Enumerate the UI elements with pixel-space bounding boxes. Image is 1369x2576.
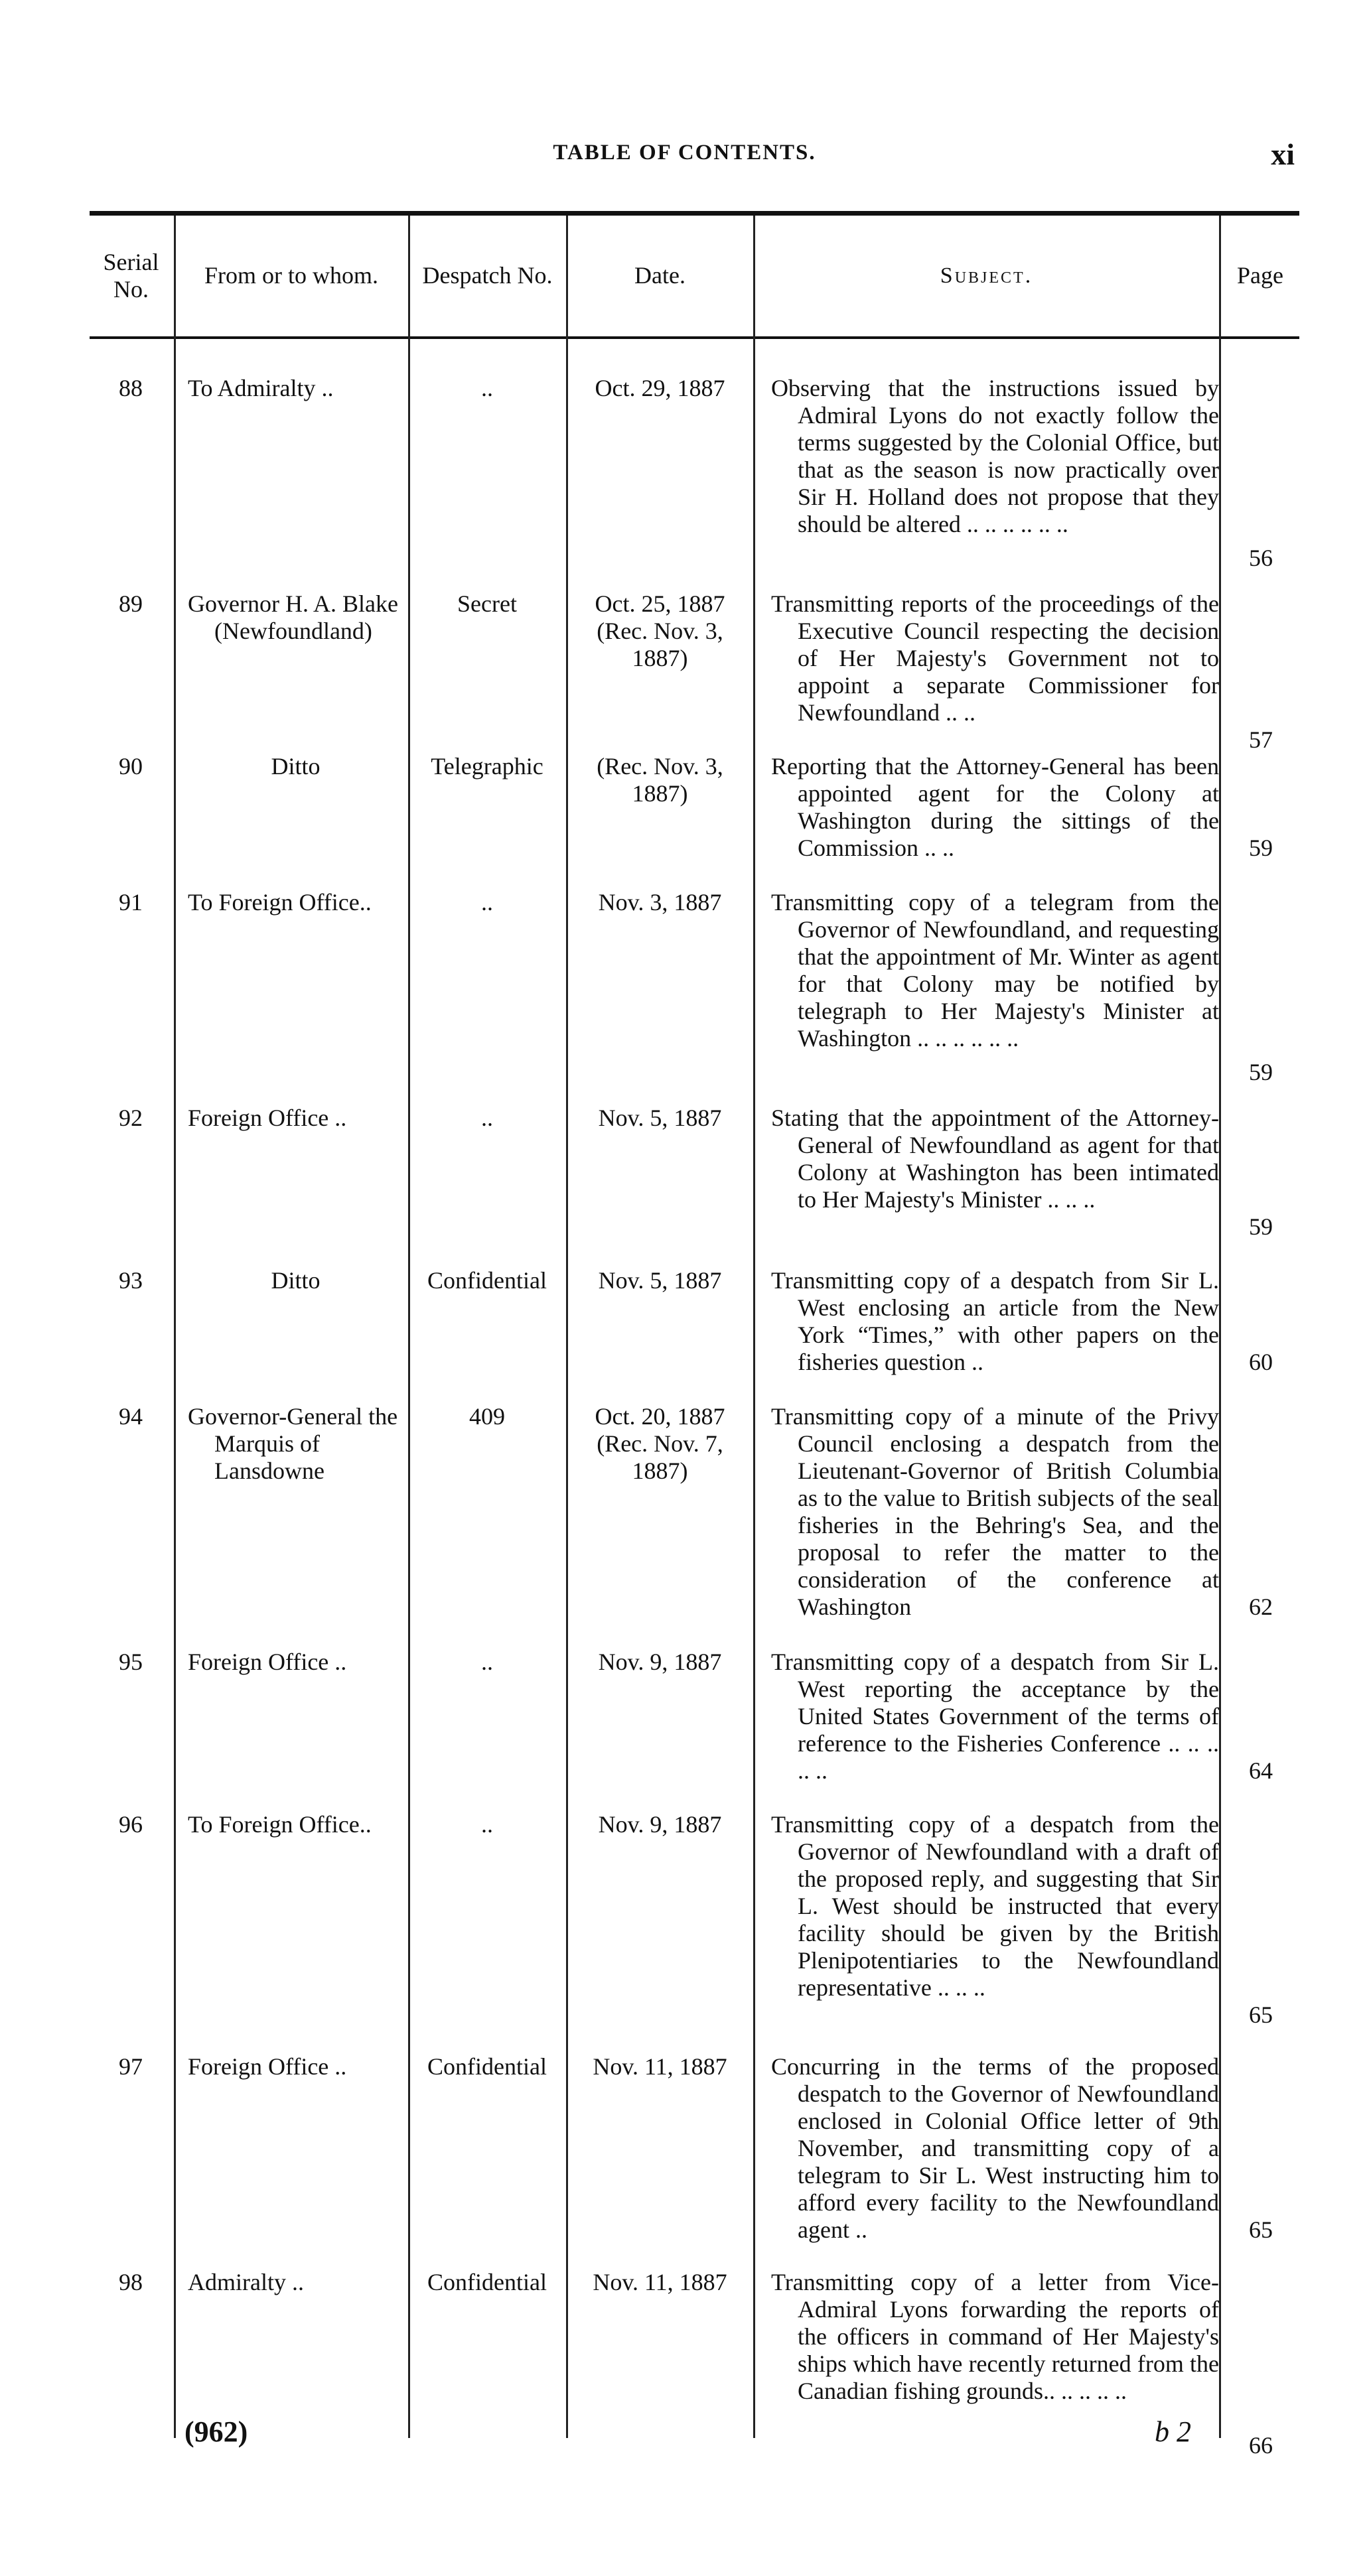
date: Nov. 11, 1887 <box>593 2269 727 2295</box>
subject-text: Transmitting copy of a despatch from the Governor of Newfoundland with a draft of the proposed reply, and suggesting that Sir L. West should be instructed that every facility should be given by the British Plenipotentiaries to the Newfoundland representative .. .. .. <box>771 1811 1219 2001</box>
column-header-subject: Subject. <box>940 263 1033 289</box>
serial-number: 89 <box>119 590 143 617</box>
despatch-number: 409 <box>469 1403 505 1430</box>
page-number: 59 <box>1249 835 1273 861</box>
page-number: 64 <box>1249 1757 1273 1784</box>
correspondent: Foreign Office .. <box>188 1649 347 1675</box>
despatch-number: Secret <box>457 590 517 617</box>
page-number: 62 <box>1249 1593 1273 1620</box>
serial-number: 94 <box>119 1403 143 1430</box>
subject-wrapper <box>771 375 1219 538</box>
date: Nov. 9, 1887 <box>598 1811 722 1838</box>
column-header-date: Date. <box>634 262 685 289</box>
table-top-rule <box>90 211 1299 216</box>
table-row <box>90 375 1299 574</box>
correspondent: Ditto <box>271 753 321 780</box>
date: (Rec. Nov. 3, 1887) <box>597 753 723 807</box>
correspondent: To Foreign Office.. <box>188 1811 372 1838</box>
date: Nov. 5, 1887 <box>598 1267 722 1294</box>
subject-wrapper <box>771 1267 1219 1376</box>
correspondent: Ditto <box>271 1267 321 1294</box>
running-title: TABLE OF CONTENTS. <box>553 141 816 165</box>
date: Oct. 20, 1887 (Rec. Nov. 7, 1887) <box>595 1403 725 1484</box>
date: Oct. 29, 1887 <box>595 375 725 401</box>
serial-number: 90 <box>119 753 143 780</box>
despatch-number: .. <box>481 1105 493 1131</box>
subject-text: Transmitting copy of a letter from Vice-Admiral Lyons forwarding the reports of the officers in command of Her Majesty's ships which have recently returned from the Canadian fishing grounds.. .. .. .. .. <box>771 2269 1219 2404</box>
page-number: 65 <box>1249 2001 1273 2028</box>
subject-wrapper <box>771 1649 1219 1785</box>
subject-text: Transmitting copy of a minute of the Privy Council enclosing a despatch from the Lieutenant-Governor of British Columbia as to the value to British subjects of the seal fisheries in the Behring's Sea, and the proposal to refer the matter to the consideration of the conference at Washington <box>771 1403 1219 1620</box>
subject-wrapper <box>771 1811 1219 2001</box>
serial-number: 88 <box>119 375 143 401</box>
despatch-number: Confidential <box>427 2053 547 2080</box>
subject-text: Concurring in the terms of the proposed despatch to the Governor of Newfoundland enclosed in Colonial Office letter of 9th November, and transmitting copy of a telegram to Sir L. West instructing him to afford every facility to the Newfoundland agent .. <box>771 2053 1219 2243</box>
subject-text: Transmitting copy of a despatch from Sir L. West enclosing an article from the New York “Times,” with other papers on the fisheries question .. <box>771 1267 1219 1375</box>
print-number: (962) <box>184 2415 248 2448</box>
correspondent: To Admiralty .. <box>188 375 334 401</box>
page-header <box>0 137 1369 180</box>
column-header-serial: Serial No. <box>103 248 159 303</box>
page-number: 60 <box>1249 1349 1273 1375</box>
signature-mark: b 2 <box>1155 2415 1191 2448</box>
despatch-number: .. <box>481 889 493 915</box>
correspondent: Governor H. A. Blake (Newfoundland) <box>188 590 398 644</box>
despatch-number: Confidential <box>427 1267 547 1294</box>
column-header-despatch: Despatch No. <box>422 262 553 289</box>
date: Nov. 3, 1887 <box>598 889 722 915</box>
serial-number: 97 <box>119 2053 143 2080</box>
correspondent: Foreign Office .. <box>188 1105 347 1131</box>
subject-wrapper <box>771 889 1219 1052</box>
serial-number: 92 <box>119 1105 143 1131</box>
page-number: 66 <box>1249 2432 1273 2459</box>
despatch-number: .. <box>481 1649 493 1675</box>
subject-text: Stating that the appointment of the Attorney-General of Newfoundland as agent for that Colony at Washington has been intimated to Her Majesty's Minister .. .. .. <box>771 1105 1219 1213</box>
correspondent: Governor-General the Marquis of Lansdowne <box>188 1403 398 1484</box>
page-number: 57 <box>1249 726 1273 753</box>
column-header-page: Page <box>1237 262 1283 289</box>
correspondent: Foreign Office .. <box>188 2053 347 2080</box>
column-header-from: From or to whom. <box>204 262 378 289</box>
page-number: 56 <box>1249 545 1273 571</box>
page-footer <box>0 2415 1369 2461</box>
subject-wrapper <box>771 2053 1219 2244</box>
date: Nov. 9, 1887 <box>598 1649 722 1675</box>
table-row <box>90 1403 1299 1620</box>
serial-number: 91 <box>119 889 143 915</box>
date: Oct. 25, 1887 (Rec. Nov. 3, 1887) <box>595 590 725 671</box>
serial-number: 96 <box>119 1811 143 1838</box>
subject-wrapper <box>771 1105 1219 1213</box>
page-number: 59 <box>1249 1213 1273 1240</box>
page-number: 59 <box>1249 1059 1273 1085</box>
table-row <box>90 2053 1299 2252</box>
serial-number: 95 <box>119 1649 143 1675</box>
page-number-roman: xi <box>1271 137 1295 171</box>
table-row <box>90 1811 1299 2028</box>
subject-wrapper <box>771 753 1219 862</box>
correspondent: To Foreign Office.. <box>188 889 372 915</box>
table-header-rule <box>90 336 1299 339</box>
despatch-number: .. <box>481 1811 493 1838</box>
subject-text: Reporting that the Attorney-General has been appointed agent for the Colony at Washington during the sittings of the Commission .. .. <box>771 753 1219 861</box>
subject-wrapper <box>771 590 1219 726</box>
correspondent: Admiralty .. <box>188 2269 304 2295</box>
subject-text: Transmitting copy of a telegram from the Governor of Newfoundland, and requesting that the appointment of Mr. Winter as agent for that Colony may be notified by telegraph to Her Majesty's Minister at Washington .. .. .. .. .. .. <box>771 889 1219 1051</box>
despatch-number: .. <box>481 375 493 401</box>
subject-text: Observing that the instructions issued by Admiral Lyons do not exactly follow the terms suggested by the Colonial Office, but that as the season is now practically over Sir H. Holland does not propose that they should be altered .. .. .. .. .. .. <box>771 375 1219 537</box>
subject-wrapper <box>771 2269 1219 2405</box>
date: Nov. 11, 1887 <box>593 2053 727 2080</box>
despatch-number: Confidential <box>427 2269 547 2295</box>
despatch-number: Telegraphic <box>431 753 543 780</box>
serial-number: 98 <box>119 2269 143 2295</box>
serial-number: 93 <box>119 1267 143 1294</box>
page-number: 65 <box>1249 2216 1273 2243</box>
date: Nov. 5, 1887 <box>598 1105 722 1131</box>
table-row <box>90 889 1299 1088</box>
subject-wrapper <box>771 1403 1219 1621</box>
subject-text: Transmitting copy of a despatch from Sir L. West reporting the acceptance by the United States Government of the terms of reference to the Fisheries Conference .. .. .. .. .. <box>771 1649 1219 1784</box>
subject-text: Transmitting reports of the proceedings of the Executive Council respecting the decision of Her Majesty's Government not to appoint a separate Commissioner for Newfoundland .. .. <box>771 590 1219 726</box>
